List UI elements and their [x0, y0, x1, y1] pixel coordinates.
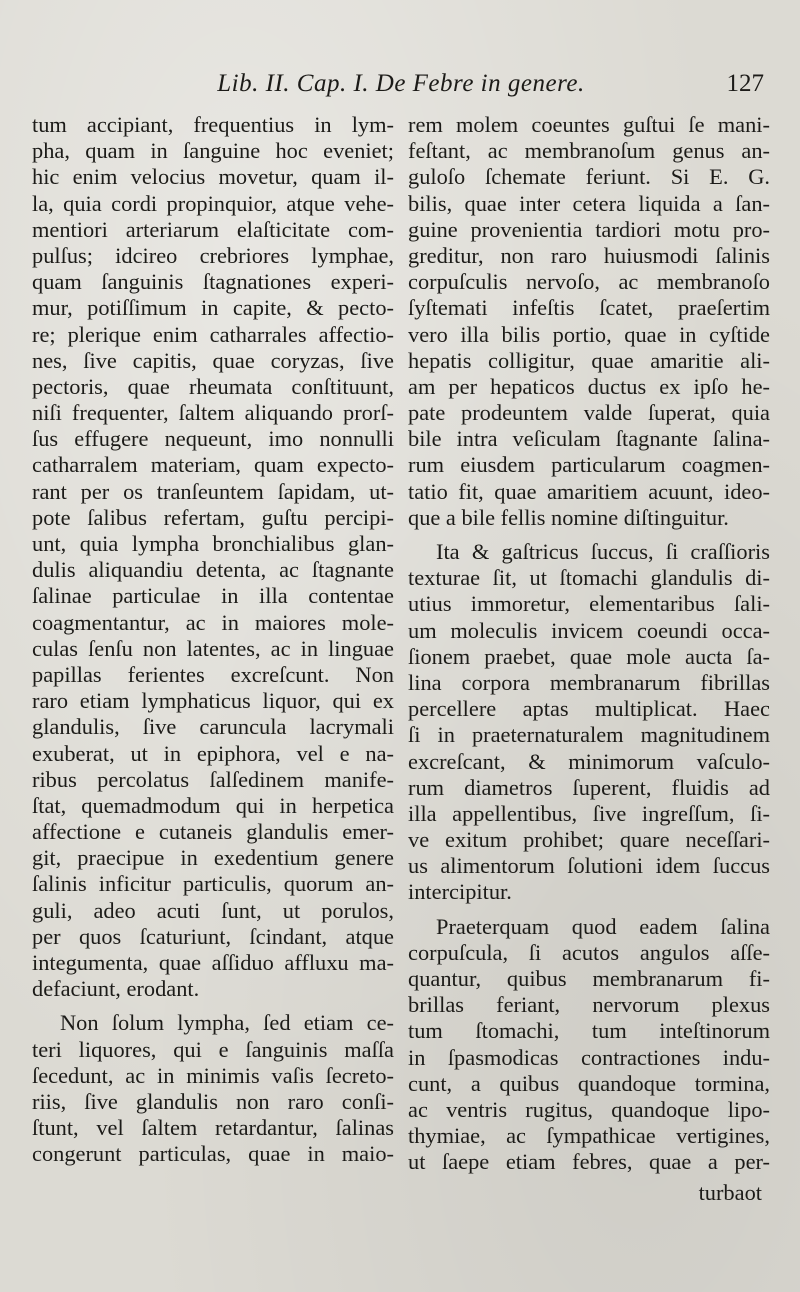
text-line: raro etiam lymphaticus liquor, qui ex	[32, 688, 394, 714]
text-line: pulſus; idcireo crebriores lymphae,	[32, 242, 394, 268]
text-line: hepatis colligitur, quae amaritie ali-	[408, 347, 770, 373]
text-line: congerunt particulas, quae in maio-	[32, 1141, 394, 1167]
text-line: percellere aptas multiplicat. Haec	[408, 696, 770, 722]
text-line: ſi in praeternaturalem magnitudinem	[408, 722, 770, 748]
text-line: am per hepaticos ductus ex ipſo he-	[408, 373, 770, 399]
text-line: rum eiusdem particularum coagmen-	[408, 452, 770, 478]
text-line: integumenta, quae aſſiduo affluxu ma-	[32, 950, 394, 975]
text-line: um moleculis invicem coeundi occa-	[408, 617, 770, 643]
text-line: riis, ſive glandulis non raro conſi-	[32, 1088, 394, 1114]
text-line: ſus effugere nequeunt, imo nonnulli	[32, 426, 394, 452]
text-line: bile intra veſiculam ſtagnante ſalina-	[408, 426, 770, 452]
running-title: Lib. II. Cap. I. De Febre in genere.	[217, 70, 585, 97]
text-line: intercipitur.	[408, 879, 512, 905]
page-number: 127	[726, 70, 764, 97]
text-line: ve exitum prohibet; quare neceſſari-	[408, 827, 770, 853]
text-line: lina corpora membranarum fibrillas	[408, 669, 770, 695]
text-line: quantur, quibus membranarum fi-	[408, 966, 770, 991]
text-line: hic enim velocius movetur, quam il-	[32, 164, 394, 190]
text-line: dulis aliquandiu detenta, ac ſtagnante	[32, 557, 394, 583]
text-line: guli, adeo acuti ſunt, ut porulos,	[32, 897, 394, 923]
text-line: tum ſtomachi, tum inteſtinorum	[408, 1018, 770, 1044]
text-line: corpuſcula, ſi acutos angulos aſſe-	[408, 939, 770, 965]
text-line: tum accipiant, frequentius in lym-	[32, 112, 394, 137]
text-line: exuberat, ut in epiphora, vel e na-	[32, 740, 394, 766]
text-line: que a bile fellis nomine diſtinguitur.	[408, 504, 729, 530]
catchword: turbaot	[698, 1180, 762, 1205]
text-line: rant per os tranſeuntem ſapidam, ut-	[32, 478, 394, 504]
text-line: catharralem materiam, quam expecto-	[32, 452, 394, 478]
text-line: ut ſaepe etiam febres, quae a per-	[408, 1149, 770, 1175]
text-line: texturae ſit, ut ſtomachi glandulis di-	[408, 565, 770, 591]
text-line: re; plerique enim catharrales affectio-	[32, 321, 394, 347]
text-line: per quos ſcaturiunt, ſcindant, atque	[32, 923, 394, 949]
text-line: ac ventris rugitus, quandoque lipo-	[408, 1096, 770, 1122]
text-line: utius immoretur, elementaribus ſali-	[408, 591, 770, 617]
text-line: pha, quam in ſanguine hoc eveniet;	[32, 138, 394, 164]
text-line: rem molem coeuntes guſtui ſe mani-	[408, 112, 770, 137]
text-line: culas ſenſu non latentes, ac in linguae	[32, 635, 394, 661]
text-line: illa appellentibus, ſive ingreſſum, ſi-	[408, 800, 770, 826]
text-line: nes, ſive capitis, quae coryzas, ſive	[32, 347, 394, 373]
text-line: brillas feriant, nervorum plexus	[408, 992, 770, 1018]
text-line: niſi frequenter, ſaltem aliquando prorſ-	[32, 400, 394, 426]
text-line: coagmentantur, ac in maiores mole-	[32, 609, 394, 635]
text-line: mur, potiſſimum in capite, & pecto-	[32, 295, 394, 321]
page-header	[32, 70, 770, 104]
text-line: ſtunt, vel ſaltem retardantur, ſalinas	[32, 1115, 394, 1141]
text-line: la, quia cordi propinquior, atque vehe-	[32, 190, 394, 216]
text-line: Non ſolum lympha, ſed etiam ce-	[60, 1010, 394, 1036]
text-line: ſalinis inficitur particulis, quorum an-	[32, 871, 394, 897]
text-line: ſionem praebet, quae mole aucta ſa-	[408, 643, 770, 669]
text-line: thymiae, ac ſympathicae vertigines,	[408, 1123, 770, 1149]
text-line: ſecedunt, ac in minimis vaſis ſecreto-	[32, 1062, 394, 1088]
text-line: git, praecipue in exedentium genere	[32, 845, 394, 871]
text-line: glandulis, ſive caruncula lacrymali	[32, 714, 394, 740]
text-line: Ita & gaſtricus ſuccus, ſi craſſioris	[436, 539, 770, 564]
text-line: ſtat, quemadmodum qui in herpetica	[32, 792, 394, 818]
text-line: unt, quia lympha bronchialibus glan-	[32, 531, 394, 556]
text-line: mentiori arteriarum elaſticitate com-	[32, 216, 394, 242]
text-line: teri liquores, qui e ſanguinis maſſa	[32, 1036, 394, 1062]
text-line: affectione e cutaneis glandulis emer-	[32, 819, 394, 845]
right-text-column	[408, 112, 770, 1176]
text-line: rum diametros ſuperent, fluidis ad	[408, 774, 770, 800]
text-line: greditur, non raro huiusmodi ſalinis	[408, 242, 770, 268]
text-line: excreſcant, & minimorum vaſculo-	[408, 748, 770, 774]
text-line: ſalinae particulae in illa contentae	[32, 583, 394, 609]
text-line: feſtant, ac membranoſum genus an-	[408, 138, 770, 164]
text-line: guloſo ſchemate feriunt. Si E. G.	[408, 164, 770, 190]
text-line: ſyſtemati infeſtis ſcatet, praeſertim	[408, 295, 770, 321]
text-line: in ſpasmodicas contractiones indu-	[408, 1044, 770, 1070]
text-line: bilis, quae inter cetera liquida a ſan-	[408, 190, 770, 216]
text-line: quam ſanguinis ſtagnationes experi-	[32, 269, 394, 295]
left-text-column	[32, 112, 394, 1168]
text-line: papillas ferientes excreſcunt. Non	[32, 661, 394, 687]
text-line: defaciunt, erodant.	[32, 976, 200, 1002]
text-line: vero illa bilis portio, quae in cyſtide	[408, 321, 770, 347]
text-line: Praeterquam quod eadem ſalina	[436, 913, 770, 939]
text-line: corpuſculis nervoſo, ac membranoſo	[408, 269, 770, 295]
text-line: ribus percolatus ſalſedinem manife-	[32, 766, 394, 792]
text-line: guine provenientia tardiori motu pro-	[408, 216, 770, 242]
text-line: us alimentorum ſolutioni idem ſuccus	[408, 853, 770, 879]
text-line: tatio fit, quae amaritiem acuunt, ideo-	[408, 478, 770, 504]
text-line: pectoris, quae rheumata conſtituunt,	[32, 373, 394, 399]
text-line: pote ſalibus refertam, guſtu percipi-	[32, 504, 394, 530]
text-line: cunt, a quibus quandoque tormina,	[408, 1070, 770, 1096]
text-line: pate prodeuntem valde ſuperat, quia	[408, 400, 770, 426]
